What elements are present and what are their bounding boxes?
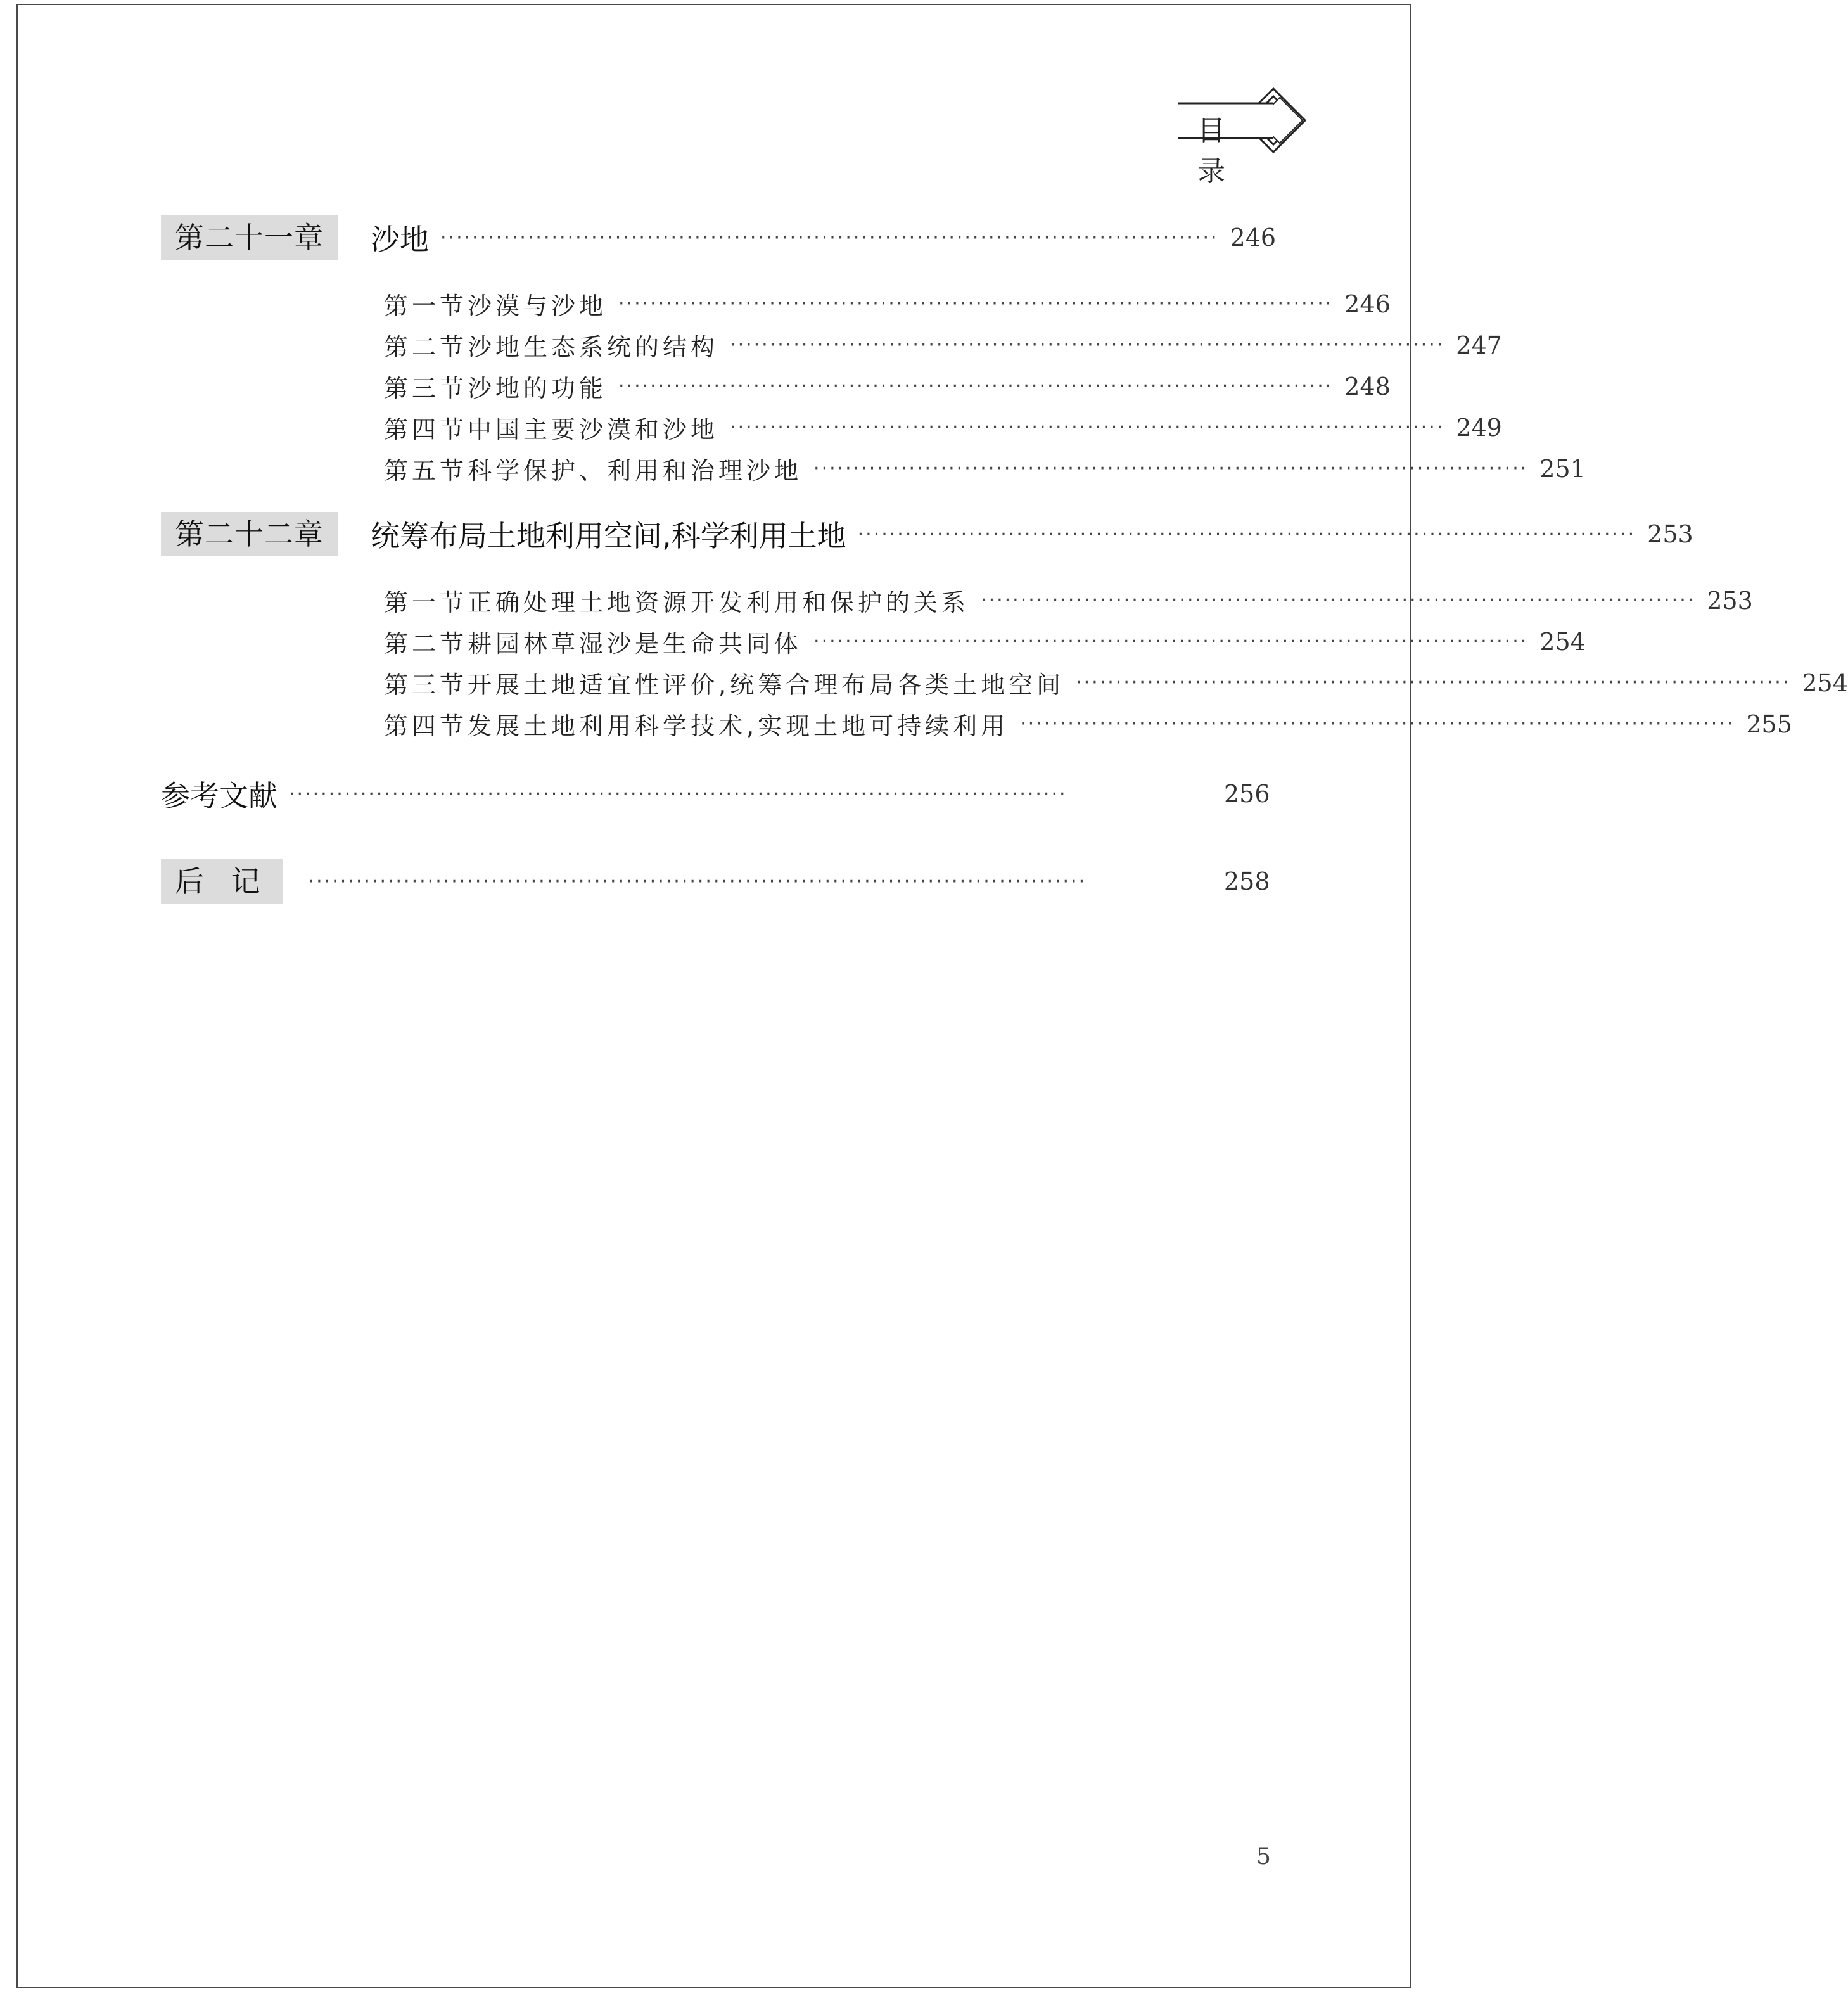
- section-title: 科学保护、利用和治理沙地: [468, 457, 803, 485]
- dot-leader: ··································································································: [857, 523, 1636, 546]
- section-number: 第一节: [384, 292, 468, 320]
- dot-leader: ··························································································: [618, 293, 1334, 315]
- page-number: 248: [1344, 372, 1391, 400]
- dot-leader: ··························································································: [730, 334, 1445, 356]
- section-number: 第四节: [384, 416, 468, 444]
- section-title: 耕园林草湿沙是生命共同体: [468, 630, 803, 658]
- chapter-title: 统筹布局土地利用空间,科学利用土地: [371, 519, 846, 553]
- dot-leader: ··························································································: [618, 375, 1334, 397]
- page-number: 251: [1539, 454, 1586, 483]
- chapter-title: 沙地: [371, 222, 429, 257]
- references-title: 参考文献: [161, 779, 277, 813]
- references-row[interactable]: [161, 773, 1268, 815]
- section-number: 第三节: [384, 374, 468, 402]
- page-number: 253: [1707, 586, 1753, 615]
- dot-leader: ··························································································: [813, 457, 1529, 480]
- section-row[interactable]: [384, 328, 1502, 362]
- section-number: 第一节: [384, 589, 468, 616]
- section-row[interactable]: [384, 286, 1391, 321]
- section-row[interactable]: [384, 410, 1502, 445]
- section-title: 发展土地利用科学技术,实现土地可持续利用: [468, 712, 1009, 740]
- page-number: 246: [1230, 224, 1277, 252]
- section-number: 第五节: [384, 457, 468, 485]
- toc-heading: 目 录: [1197, 115, 1244, 188]
- dot-leader: ··························································································: [1076, 672, 1791, 694]
- toc-header-badge: [1178, 87, 1318, 188]
- section-number: 第二节: [384, 630, 468, 658]
- section-title: 沙漠与沙地: [468, 292, 608, 320]
- section-title: 沙地生态系统的结构: [468, 333, 719, 361]
- dot-leader: ··························································································: [730, 416, 1445, 438]
- section-title: 中国主要沙漠和沙地: [468, 416, 719, 444]
- page-number: 254: [1539, 627, 1586, 656]
- dot-leader: ··································································································: [289, 783, 1067, 805]
- page-number: 247: [1456, 331, 1502, 359]
- page-number: 256: [1224, 780, 1270, 808]
- dot-leader: ··································································································: [440, 226, 1219, 249]
- afterword-row[interactable]: [161, 859, 1268, 904]
- section-row[interactable]: [384, 624, 1586, 659]
- page-number: 253: [1647, 520, 1693, 548]
- section-row[interactable]: [384, 451, 1586, 486]
- page-number: 246: [1344, 290, 1391, 318]
- afterword-title: 后 记: [161, 859, 283, 904]
- dot-leader: ··························································································: [813, 630, 1529, 653]
- dot-leader: ··································································································: [308, 870, 1087, 893]
- section-row[interactable]: [384, 665, 1848, 700]
- section-row[interactable]: [384, 369, 1391, 404]
- section-title: 正确处理土地资源开发利用和保护的关系: [468, 589, 970, 616]
- chapter-label: 第二十二章: [161, 512, 338, 556]
- dot-leader: ··························································································: [981, 589, 1696, 611]
- page-number: 258: [1224, 867, 1270, 895]
- dot-leader: ··························································································: [1020, 713, 1735, 735]
- page-number: 255: [1746, 710, 1792, 738]
- section-row[interactable]: [384, 583, 1753, 618]
- chapter-row[interactable]: [161, 215, 1277, 260]
- page-number: 254: [1802, 668, 1848, 697]
- section-title: 沙地的功能: [468, 374, 608, 402]
- section-row[interactable]: [384, 706, 1792, 741]
- page-number: 249: [1456, 413, 1502, 442]
- section-title: 开展土地适宜性评价,统筹合理布局各类土地空间: [468, 671, 1065, 699]
- chapter-label: 第二十一章: [161, 215, 338, 260]
- chapter-row[interactable]: [161, 512, 1693, 556]
- section-number: 第二节: [384, 333, 468, 361]
- folio-page-number: 5: [1256, 1844, 1271, 1870]
- section-number: 第三节: [384, 671, 468, 699]
- section-number: 第四节: [384, 712, 468, 740]
